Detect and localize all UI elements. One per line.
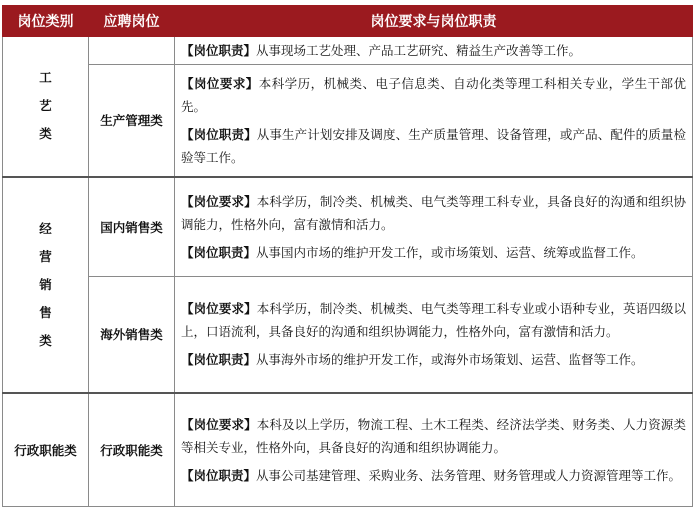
position-cell: 行政职能类 [89, 393, 175, 507]
duty-text [181, 123, 686, 169]
duty-text [181, 464, 686, 487]
category-char: 类 [39, 126, 52, 142]
job-requirements-table [2, 5, 693, 507]
requirement-body: 本科学历，制冷类、机械类、电气类等理工科专业，具备良好的沟通和组织协调能力，性格外向，富有激情和活力。 [181, 193, 686, 232]
position-cell: 国内销售类 [89, 177, 175, 277]
description-cell [175, 277, 693, 393]
duty-text [181, 39, 686, 62]
category-char: 营 [39, 248, 52, 264]
header-position: 应聘岗位 [89, 6, 175, 37]
requirement-tag: 【岗位要求】 [181, 301, 257, 317]
table-row [3, 393, 693, 507]
requirement-body: 本科学历，机械类、电子信息类、自动化类等理工科相关专业，学生干部优先。 [181, 75, 686, 114]
position-cell [89, 37, 175, 65]
duty-text [181, 348, 686, 371]
duty-tag: 【岗位职责】 [181, 126, 257, 142]
duty-body: 从事公司基建管理、采购业务、法务管理、财务管理或人力资源管理等工作。 [256, 467, 682, 483]
description-cell [175, 393, 693, 507]
requirement-text [181, 72, 686, 118]
category-char: 售 [39, 304, 52, 320]
duty-tag: 【岗位职责】 [181, 244, 257, 260]
description-cell [175, 65, 693, 177]
duty-tag: 【岗位职责】 [181, 467, 257, 483]
duty-tag: 【岗位职责】 [181, 352, 257, 368]
category-char: 销 [39, 276, 52, 292]
category-char: 工 [39, 70, 52, 86]
duty-body: 从事海外市场的维护开发工作，或海外市场策划、运营、监督等工作。 [256, 352, 644, 368]
category-char: 艺 [39, 98, 52, 114]
duty-tag: 【岗位职责】 [181, 43, 257, 58]
category-sales [3, 177, 89, 393]
header-category: 岗位类别 [3, 6, 89, 37]
position-cell: 生产管理类 [89, 65, 175, 177]
requirement-text [181, 297, 686, 343]
header-row [3, 6, 693, 37]
duty-text [181, 241, 686, 264]
duty-body: 从事现场工艺处理、产品工艺研究、精益生产改善等工作。 [256, 43, 582, 58]
position-cell: 海外销售类 [89, 277, 175, 393]
table-row [3, 277, 693, 393]
requirement-text [181, 413, 686, 459]
category-char: 类 [39, 332, 52, 348]
requirement-tag: 【岗位要求】 [181, 193, 257, 209]
table-row [3, 177, 693, 277]
requirement-tag: 【岗位要求】 [181, 416, 257, 432]
requirement-text [181, 190, 686, 236]
requirement-body: 本科及以上学历，物流工程、土木工程类、经济法学类、财务类、人力资源类等相关专业，性格外向，具备良好的沟通和组织协调能力。 [181, 416, 686, 455]
duty-body: 从事国内市场的维护开发工作，或市场策划、运营、统筹或监督工作。 [256, 244, 644, 260]
table-row [3, 65, 693, 177]
header-requirements-duties: 岗位要求与岗位职责 [175, 6, 693, 37]
description-cell [175, 177, 693, 277]
description-cell [175, 37, 693, 65]
duty-body: 从事生产计划安排及调度、生产质量管理、设备管理，或产品、配件的质量检验等工作。 [181, 126, 686, 165]
table-row [3, 37, 693, 65]
requirement-body: 本科学历，制冷类、机械类、电气类等理工科专业或小语种专业，英语四级以上，口语流利，具备良好的沟通和组织协调能力，性格外向，富有激情和活力。 [181, 301, 686, 340]
category-admin: 行政职能类 [3, 393, 89, 507]
category-char: 经 [39, 220, 52, 236]
requirement-tag: 【岗位要求】 [181, 75, 259, 91]
category-process [3, 37, 89, 177]
